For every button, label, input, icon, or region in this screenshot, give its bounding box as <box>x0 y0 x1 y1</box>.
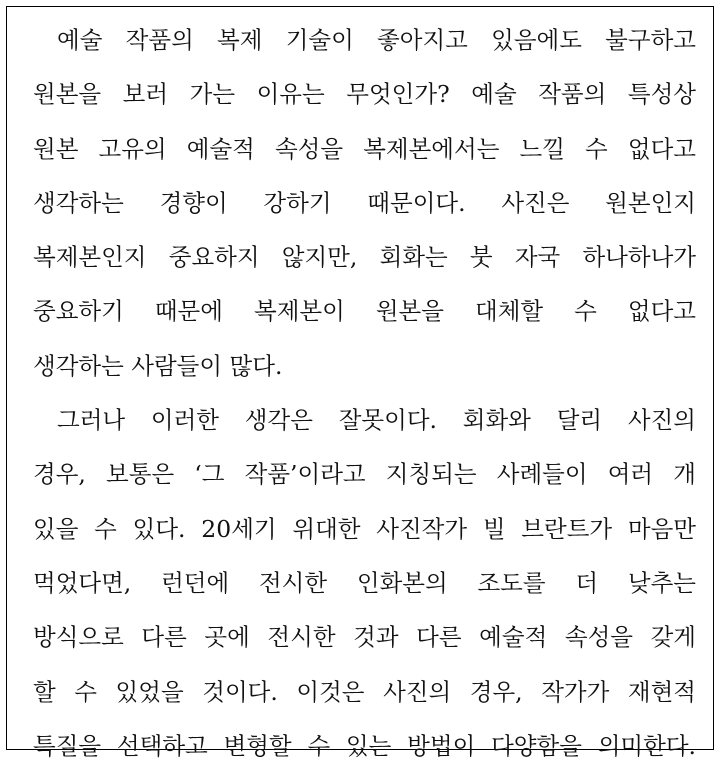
passage-text <box>33 13 696 773</box>
text-line: 원본을 보러 가는 이유는 무엇인가? 예술 작품의 특성상 <box>33 80 696 109</box>
text-line: 생각하는 경향이 강하기 때문이다. 사진은 원본인지 <box>33 188 696 217</box>
text-line: 그러나 이러한 생각은 잘못이다. 회화와 달리 사진의 <box>57 406 696 435</box>
text-line: 있을 수 있다. 20세기 위대한 사진작가 빌 브란트가 마음만 <box>33 514 696 543</box>
text-line: 먹었다면, 런던에 전시한 인화본의 조도를 더 낮추는 <box>33 568 696 597</box>
text-line: 생각하는 사람들이 많다. <box>33 351 283 380</box>
text-line: 경우, 보통은 ‘그 작품’이라고 지칭되는 사례들이 여러 개 <box>33 460 696 489</box>
paragraph-2 <box>33 393 696 773</box>
passage-box <box>6 6 714 760</box>
text-line: 특질을 선택하고 변형할 수 있는 방법이 다양함을 의미한다. <box>33 731 696 760</box>
text-line: 예술 작품의 복제 기술이 좋아지고 있음에도 불구하고 <box>57 26 696 54</box>
text-line: 복제본인지 중요하지 않지만, 회화는 붓 자국 하나하나가 <box>33 243 696 272</box>
text-line: 할 수 있었을 것이다. 이것은 사진의 경우, 작가가 재현적 <box>33 677 696 706</box>
paragraph-1 <box>33 13 696 393</box>
text-line: 중요하기 때문에 복제본이 원본을 대체할 수 없다고 <box>33 297 696 326</box>
text-line: 방식으로 다른 곳에 전시한 것과 다른 예술적 속성을 갖게 <box>33 623 696 652</box>
text-line: 원본 고유의 예술적 속성을 복제본에서는 느낄 수 없다고 <box>33 134 696 163</box>
